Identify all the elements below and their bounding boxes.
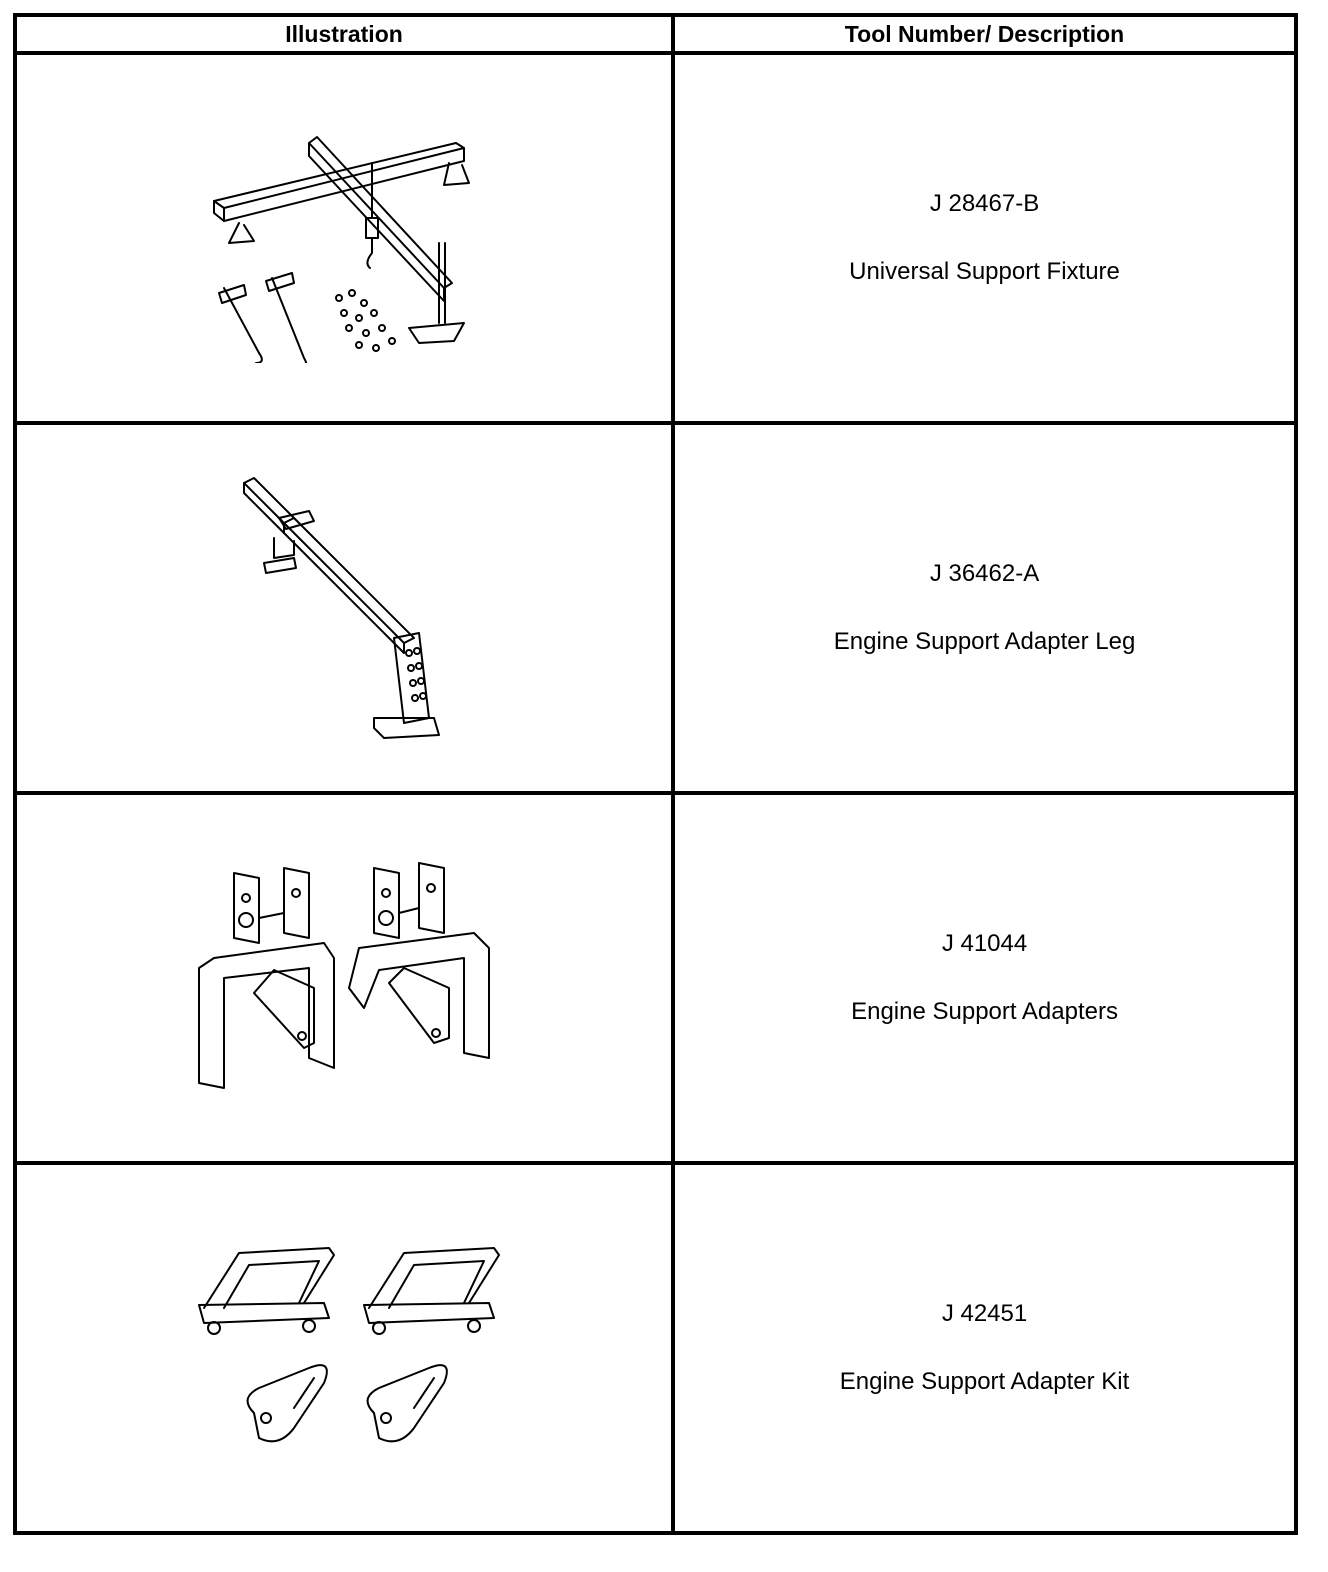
header-row xyxy=(15,15,1296,53)
illustration-cell xyxy=(15,1163,673,1533)
special-tools-table xyxy=(13,13,1298,1535)
tool-description-cell xyxy=(673,53,1296,423)
tool-number: J 36462-A xyxy=(929,560,1040,587)
header-illustration: Illustration xyxy=(15,15,673,53)
header-tool-number-description: Tool Number/ Description xyxy=(673,15,1296,53)
tool-description: Engine Support Adapter Leg xyxy=(833,628,1136,655)
table-row xyxy=(15,793,1296,1163)
tool-description: Engine Support Adapter Kit xyxy=(839,1368,1130,1395)
tool-number: J 28467-B xyxy=(929,190,1040,217)
engine-support-adapter-kit-icon xyxy=(184,1243,504,1453)
table-row xyxy=(15,423,1296,793)
tool-description: Engine Support Adapters xyxy=(851,998,1118,1025)
tool-description-cell xyxy=(673,793,1296,1163)
tool-number: J 41044 xyxy=(941,930,1028,957)
engine-support-adapters-icon xyxy=(184,858,504,1098)
illustration-cell xyxy=(15,793,673,1163)
illustration-cell xyxy=(15,423,673,793)
engine-support-adapter-leg-icon xyxy=(224,463,464,753)
table-row xyxy=(15,1163,1296,1533)
tool-description-cell xyxy=(673,1163,1296,1533)
table-row xyxy=(15,53,1296,423)
tool-description-cell xyxy=(673,423,1296,793)
tool-description: Universal Support Fixture xyxy=(849,258,1120,285)
universal-support-fixture-icon xyxy=(194,113,494,363)
tool-number: J 42451 xyxy=(941,1300,1028,1327)
illustration-cell xyxy=(15,53,673,423)
